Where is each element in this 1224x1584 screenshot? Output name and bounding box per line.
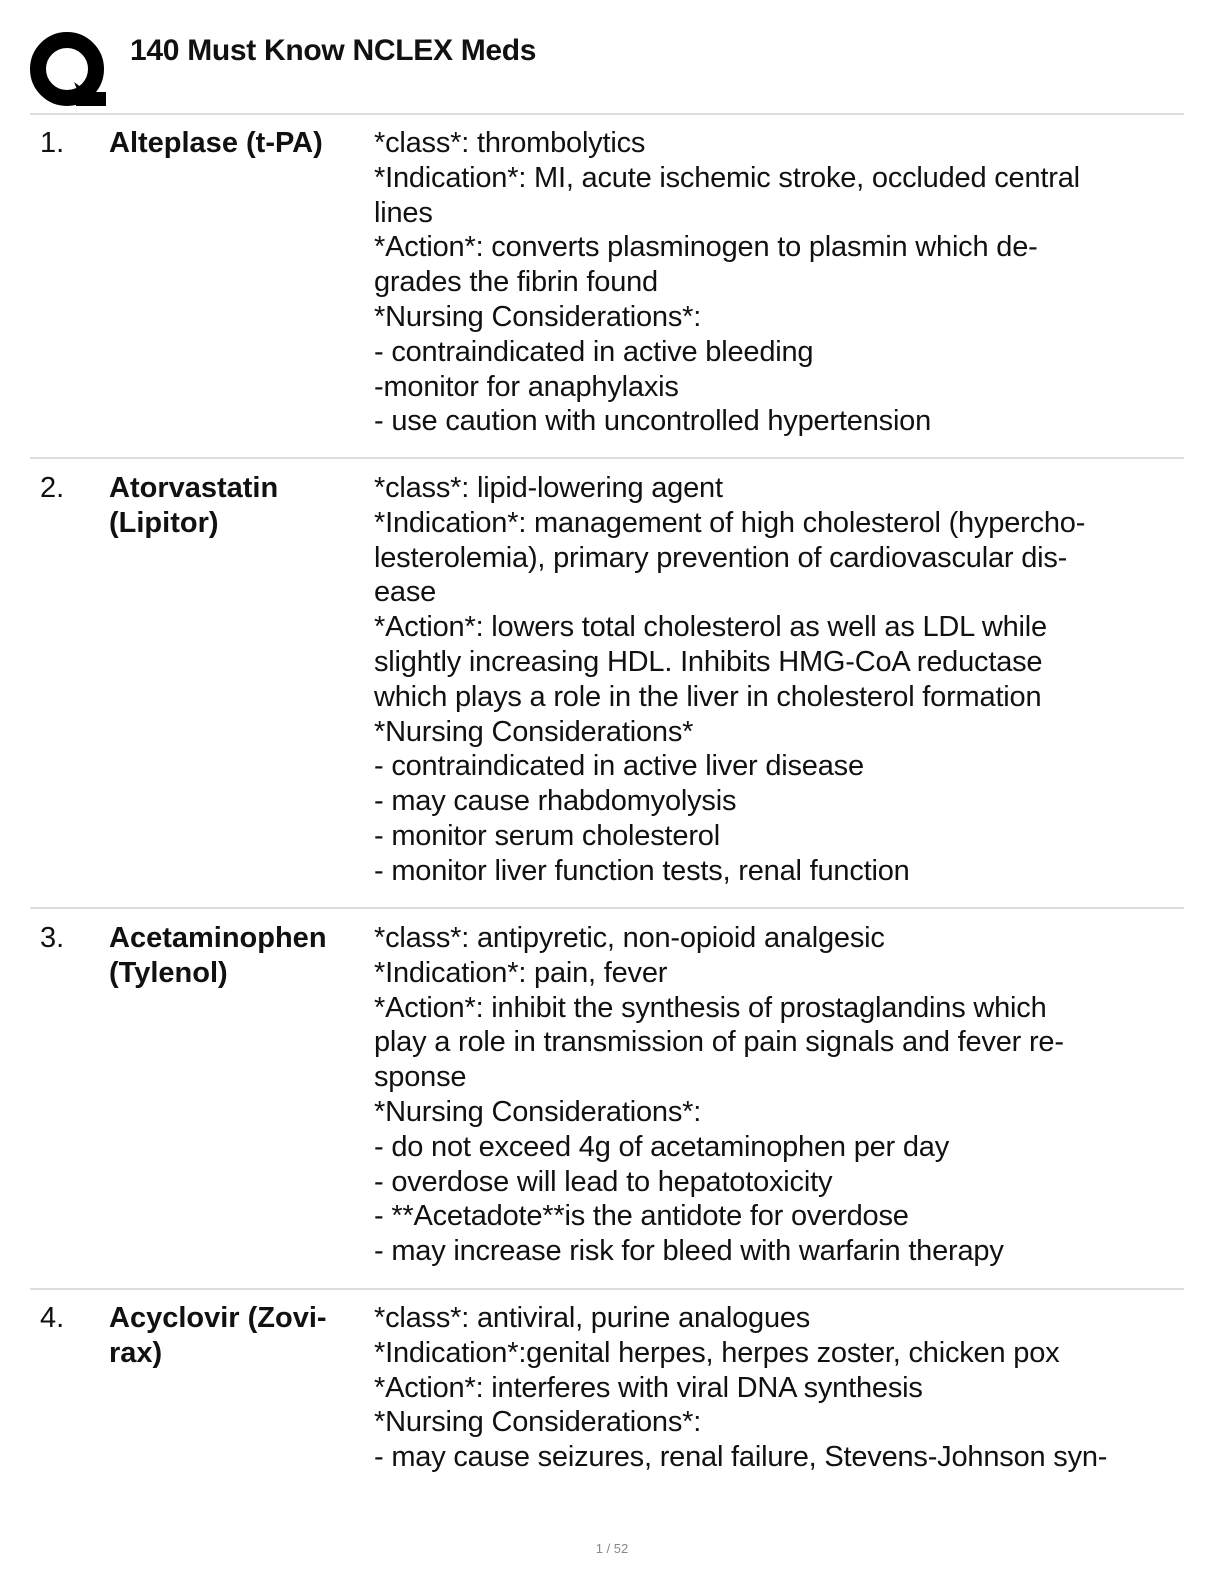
- drug-name-line: (Tylenol): [109, 956, 228, 989]
- detail-line: *class*: antipyretic, non-opioid analgesic: [374, 922, 885, 954]
- detail-line: grades the fibrin found: [374, 266, 658, 299]
- detail-line: *Nursing Considerations*:: [374, 300, 702, 333]
- detail-line: *Action*: converts plasminogen to plasmin which de-: [374, 231, 1038, 264]
- drug-name-line: Acyclovir (Zovi-: [109, 1302, 327, 1334]
- detail-line: *Indication*: MI, acute ischemic stroke, occluded central: [374, 161, 1080, 194]
- q-logo-icon: [30, 32, 108, 110]
- drug-name-line: Alteplase (t-PA): [109, 127, 323, 159]
- detail-line: *Action*: inhibit the synthesis of prostaglandins which: [374, 991, 1047, 1024]
- drug-details: [374, 921, 1174, 1269]
- detail-line: - contraindicated in active bleeding: [374, 335, 814, 368]
- detail-line: sponse: [374, 1061, 467, 1094]
- detail-line: play a role in transmission of pain signals and fever re-: [374, 1026, 1064, 1059]
- entry-number: 4.: [40, 1302, 65, 1334]
- detail-line: *Nursing Considerations*: [374, 715, 694, 748]
- drug-details: [374, 126, 1174, 439]
- detail-line: *class*: antiviral, purine analogues: [374, 1302, 811, 1334]
- divider: [30, 113, 1184, 115]
- detail-line: - overdose will lead to hepatotoxicity: [374, 1165, 833, 1198]
- detail-line: - monitor serum cholesterol: [374, 819, 720, 852]
- detail-line: - do not exceed 4g of acetaminophen per day: [374, 1130, 950, 1163]
- drug-name-line: Acetaminophen: [109, 922, 327, 954]
- detail-line: *Indication*: management of high cholesterol (hypercho-: [374, 506, 1086, 539]
- detail-line: - use caution with uncontrolled hypertension: [374, 405, 932, 438]
- divider: [30, 457, 1184, 459]
- detail-line: *Indication*:genital herpes, herpes zoster, chicken pox: [374, 1336, 1060, 1369]
- drug-name-line: (Lipitor): [109, 506, 219, 539]
- detail-line: lesterolemia), primary prevention of cardiovascular dis-: [374, 541, 1068, 574]
- detail-line: - monitor liver function tests, renal function: [374, 854, 910, 887]
- detail-line: *class*: lipid-lowering agent: [374, 472, 723, 504]
- detail-line: *class*: thrombolytics: [374, 127, 646, 159]
- detail-line: - may increase risk for bleed with warfarin therapy: [374, 1235, 1004, 1268]
- drug-name: [109, 921, 359, 991]
- document-header: [30, 28, 1190, 108]
- detail-line: lines: [374, 196, 433, 229]
- detail-line: which plays a role in the liver in cholesterol formation: [374, 680, 1042, 713]
- drug-name: [109, 1301, 359, 1371]
- detail-line: - contraindicated in active liver disease: [374, 750, 864, 783]
- detail-line: -monitor for anaphylaxis: [374, 370, 679, 403]
- drug-details: [374, 1301, 1174, 1475]
- detail-line: *Nursing Considerations*:: [374, 1095, 702, 1128]
- page-indicator: 1 / 52: [595, 1541, 629, 1556]
- drug-name-line: Atorvastatin: [109, 472, 279, 504]
- detail-line: - may cause seizures, renal failure, Stevens-Johnson syn-: [374, 1441, 1108, 1474]
- drug-details: [374, 471, 1174, 889]
- entry-number: 1.: [40, 127, 65, 159]
- drug-name-line: rax): [109, 1336, 163, 1369]
- detail-line: *Action*: interferes with viral DNA synthesis: [374, 1371, 923, 1404]
- divider: [30, 1288, 1184, 1290]
- entry-number: 3.: [40, 922, 65, 954]
- drug-name: [109, 471, 359, 541]
- detail-line: - **Acetadote**is the antidote for overdose: [374, 1200, 909, 1233]
- detail-line: ease: [374, 576, 437, 609]
- document-title: 140 Must Know NCLEX Meds: [130, 34, 537, 67]
- entry-number: 2.: [40, 472, 65, 504]
- detail-line: - may cause rhabdomyolysis: [374, 785, 737, 818]
- divider: [30, 907, 1184, 909]
- detail-line: *Indication*: pain, fever: [374, 956, 668, 989]
- drug-name: [109, 126, 359, 161]
- detail-line: *Action*: lowers total cholesterol as well as LDL while: [374, 611, 1047, 644]
- detail-line: *Nursing Considerations*:: [374, 1406, 702, 1439]
- detail-line: slightly increasing HDL. Inhibits HMG-CoA reductase: [374, 645, 1043, 678]
